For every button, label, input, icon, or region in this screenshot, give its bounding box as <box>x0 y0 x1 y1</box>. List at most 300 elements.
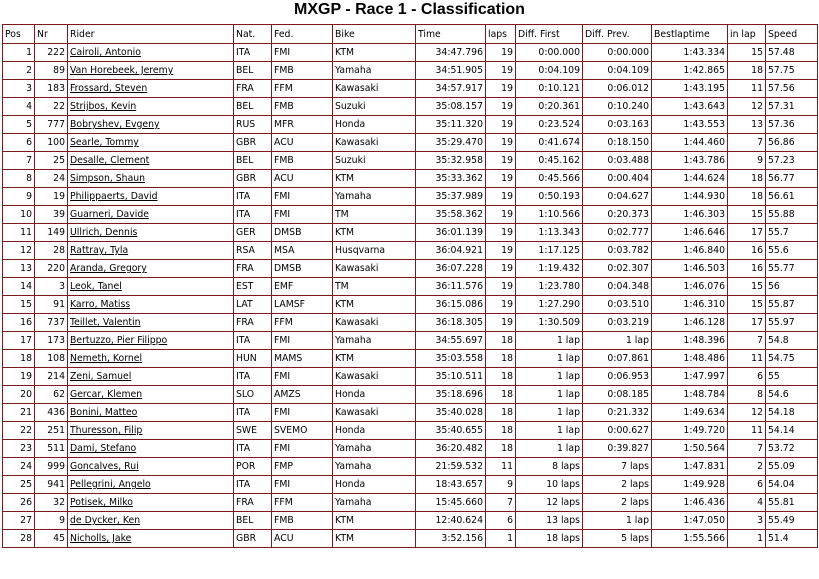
federation-cell: FMI <box>272 440 333 458</box>
federation-cell: FMI <box>272 332 333 350</box>
in-lap-cell: 4 <box>728 494 766 512</box>
laps-cell: 19 <box>486 80 516 98</box>
results-body <box>3 44 818 548</box>
diff-prev-cell: 0:04.109 <box>583 62 652 80</box>
federation-cell: FMI <box>272 44 333 62</box>
table-row <box>3 134 818 152</box>
bestlaptime-cell: 1:43.643 <box>652 98 728 116</box>
laps-cell: 19 <box>486 134 516 152</box>
bike-cell: Suzuki <box>333 98 416 116</box>
pos-cell: 24 <box>3 458 35 476</box>
bestlaptime-cell: 1:48.486 <box>652 350 728 368</box>
rider-link[interactable]: Cairoli, Antonio <box>68 44 234 62</box>
federation-cell: DMSB <box>272 224 333 242</box>
bike-cell: Yamaha <box>333 440 416 458</box>
time-cell: 34:55.697 <box>416 332 486 350</box>
pos-cell: 26 <box>3 494 35 512</box>
diff-prev-cell: 0:00.404 <box>583 170 652 188</box>
time-cell: 15:45.660 <box>416 494 486 512</box>
number-cell: 19 <box>35 188 68 206</box>
in-lap-cell: 12 <box>728 98 766 116</box>
federation-cell: ACU <box>272 170 333 188</box>
bestlaptime-cell: 1:47.997 <box>652 368 728 386</box>
time-cell: 36:11.576 <box>416 278 486 296</box>
col-header-nat: Nat. <box>234 25 272 44</box>
diff-prev-cell: 0:03.510 <box>583 296 652 314</box>
bike-cell: Kawasaki <box>333 368 416 386</box>
pos-cell: 22 <box>3 422 35 440</box>
laps-cell: 7 <box>486 494 516 512</box>
federation-cell: AMZS <box>272 386 333 404</box>
diff-prev-cell: 0:04.348 <box>583 278 652 296</box>
time-cell: 36:07.228 <box>416 260 486 278</box>
bike-cell: Kawasaki <box>333 134 416 152</box>
federation-cell: MSA <box>272 242 333 260</box>
federation-cell: FMI <box>272 476 333 494</box>
speed-cell: 57.56 <box>766 80 818 98</box>
rider-link[interactable]: Gercar, Klemen <box>68 386 234 404</box>
diff-first-cell: 0:45.566 <box>516 170 583 188</box>
rider-link[interactable]: Ullrich, Dennis <box>68 224 234 242</box>
time-cell: 21:59.532 <box>416 458 486 476</box>
bestlaptime-cell: 1:48.396 <box>652 332 728 350</box>
speed-cell: 55.09 <box>766 458 818 476</box>
table-row <box>3 170 818 188</box>
table-row <box>3 260 818 278</box>
in-lap-cell: 15 <box>728 296 766 314</box>
pos-cell: 15 <box>3 296 35 314</box>
pos-cell: 12 <box>3 242 35 260</box>
bestlaptime-cell: 1:46.646 <box>652 224 728 242</box>
laps-cell: 6 <box>486 512 516 530</box>
rider-link[interactable]: Desalle, Clement <box>68 152 234 170</box>
rider-link[interactable]: Frossard, Steven <box>68 80 234 98</box>
rider-link[interactable]: Karro, Matiss <box>68 296 234 314</box>
table-row <box>3 332 818 350</box>
in-lap-cell: 15 <box>728 44 766 62</box>
federation-cell: FMB <box>272 62 333 80</box>
laps-cell: 19 <box>486 62 516 80</box>
pos-cell: 5 <box>3 116 35 134</box>
diff-first-cell: 1 lap <box>516 422 583 440</box>
bestlaptime-cell: 1:43.195 <box>652 80 728 98</box>
nation-cell: ITA <box>234 440 272 458</box>
number-cell: 45 <box>35 530 68 548</box>
number-cell: 108 <box>35 350 68 368</box>
bestlaptime-cell: 1:49.720 <box>652 422 728 440</box>
number-cell: 251 <box>35 422 68 440</box>
diff-prev-cell: 2 laps <box>583 476 652 494</box>
in-lap-cell: 8 <box>728 386 766 404</box>
federation-cell: FMB <box>272 98 333 116</box>
laps-cell: 19 <box>486 188 516 206</box>
number-cell: 214 <box>35 368 68 386</box>
laps-cell: 19 <box>486 314 516 332</box>
table-row <box>3 206 818 224</box>
federation-cell: ACU <box>272 530 333 548</box>
in-lap-cell: 9 <box>728 152 766 170</box>
diff-first-cell: 18 laps <box>516 530 583 548</box>
table-row <box>3 494 818 512</box>
number-cell: 9 <box>35 512 68 530</box>
federation-cell: FMI <box>272 404 333 422</box>
speed-cell: 56.77 <box>766 170 818 188</box>
time-cell: 36:01.139 <box>416 224 486 242</box>
table-row <box>3 188 818 206</box>
federation-cell: FMI <box>272 206 333 224</box>
nation-cell: GBR <box>234 170 272 188</box>
diff-prev-cell: 1 lap <box>583 332 652 350</box>
number-cell: 100 <box>35 134 68 152</box>
col-header-diff-prev: Diff. Prev. <box>583 25 652 44</box>
rider-link[interactable]: Potisek, Milko <box>68 494 234 512</box>
in-lap-cell: 18 <box>728 62 766 80</box>
bestlaptime-cell: 1:46.840 <box>652 242 728 260</box>
col-header-laps: laps <box>486 25 516 44</box>
diff-first-cell: 1 lap <box>516 386 583 404</box>
pos-cell: 11 <box>3 224 35 242</box>
number-cell: 183 <box>35 80 68 98</box>
nation-cell: ITA <box>234 44 272 62</box>
speed-cell: 55.88 <box>766 206 818 224</box>
federation-cell: FFM <box>272 494 333 512</box>
bike-cell: KTM <box>333 530 416 548</box>
rider-link[interactable]: Pellegrini, Angelo <box>68 476 234 494</box>
number-cell: 39 <box>35 206 68 224</box>
pos-cell: 7 <box>3 152 35 170</box>
table-row <box>3 152 818 170</box>
nation-cell: ITA <box>234 188 272 206</box>
nation-cell: GBR <box>234 134 272 152</box>
col-header-nr: Nr <box>35 25 68 44</box>
speed-cell: 55.97 <box>766 314 818 332</box>
pos-cell: 20 <box>3 386 35 404</box>
diff-first-cell: 0:04.109 <box>516 62 583 80</box>
rider-link[interactable]: Nemeth, Kornel <box>68 350 234 368</box>
pos-cell: 2 <box>3 62 35 80</box>
bike-cell: Honda <box>333 476 416 494</box>
laps-cell: 18 <box>486 350 516 368</box>
nation-cell: FRA <box>234 314 272 332</box>
diff-first-cell: 0:20.361 <box>516 98 583 116</box>
diff-first-cell: 1:17.125 <box>516 242 583 260</box>
in-lap-cell: 15 <box>728 278 766 296</box>
diff-first-cell: 0:45.162 <box>516 152 583 170</box>
number-cell: 941 <box>35 476 68 494</box>
diff-prev-cell: 0:06.953 <box>583 368 652 386</box>
bestlaptime-cell: 1:47.050 <box>652 512 728 530</box>
rider-link[interactable]: Strijbos, Kevin <box>68 98 234 116</box>
diff-prev-cell: 0:08.185 <box>583 386 652 404</box>
bestlaptime-cell: 1:49.634 <box>652 404 728 422</box>
diff-prev-cell: 0:00.000 <box>583 44 652 62</box>
nation-cell: BEL <box>234 62 272 80</box>
in-lap-cell: 18 <box>728 170 766 188</box>
diff-first-cell: 0:50.193 <box>516 188 583 206</box>
federation-cell: LAMSF <box>272 296 333 314</box>
in-lap-cell: 11 <box>728 422 766 440</box>
number-cell: 436 <box>35 404 68 422</box>
nation-cell: SLO <box>234 386 272 404</box>
in-lap-cell: 1 <box>728 530 766 548</box>
bestlaptime-cell: 1:44.624 <box>652 170 728 188</box>
bike-cell: KTM <box>333 170 416 188</box>
bestlaptime-cell: 1:44.460 <box>652 134 728 152</box>
bike-cell: Suzuki <box>333 152 416 170</box>
nation-cell: FRA <box>234 260 272 278</box>
federation-cell: FMP <box>272 458 333 476</box>
bike-cell: Yamaha <box>333 332 416 350</box>
diff-prev-cell: 0:03.782 <box>583 242 652 260</box>
rider-link[interactable]: Goncalves, Rui <box>68 458 234 476</box>
bike-cell: Yamaha <box>333 188 416 206</box>
diff-first-cell: 1:23.780 <box>516 278 583 296</box>
federation-cell: MAMS <box>272 350 333 368</box>
number-cell: 999 <box>35 458 68 476</box>
in-lap-cell: 3 <box>728 512 766 530</box>
col-header-bike: Bike <box>333 25 416 44</box>
rider-link[interactable]: Dami, Stefano <box>68 440 234 458</box>
federation-cell: FMI <box>272 368 333 386</box>
nation-cell: HUN <box>234 350 272 368</box>
nation-cell: ITA <box>234 368 272 386</box>
col-header-diff-first: Diff. First <box>516 25 583 44</box>
table-row <box>3 350 818 368</box>
speed-cell: 54.04 <box>766 476 818 494</box>
speed-cell: 55.6 <box>766 242 818 260</box>
speed-cell: 53.72 <box>766 440 818 458</box>
speed-cell: 56.61 <box>766 188 818 206</box>
bike-cell: Yamaha <box>333 458 416 476</box>
speed-cell: 54.6 <box>766 386 818 404</box>
number-cell: 89 <box>35 62 68 80</box>
speed-cell: 55.7 <box>766 224 818 242</box>
diff-first-cell: 12 laps <box>516 494 583 512</box>
nation-cell: LAT <box>234 296 272 314</box>
speed-cell: 55.77 <box>766 260 818 278</box>
rider-link[interactable]: Thuresson, Filip <box>68 422 234 440</box>
laps-cell: 19 <box>486 260 516 278</box>
diff-first-cell: 0:10.121 <box>516 80 583 98</box>
time-cell: 18:43.657 <box>416 476 486 494</box>
table-row <box>3 278 818 296</box>
laps-cell: 1 <box>486 530 516 548</box>
federation-cell: MFR <box>272 116 333 134</box>
rider-link[interactable]: Van Horebeek, Jeremy <box>68 62 234 80</box>
laps-cell: 19 <box>486 278 516 296</box>
rider-link[interactable]: Bobryshev, Evgeny <box>68 116 234 134</box>
nation-cell: BEL <box>234 152 272 170</box>
bestlaptime-cell: 1:46.128 <box>652 314 728 332</box>
number-cell: 32 <box>35 494 68 512</box>
rider-link[interactable]: Bertuzzo, Pier Filippo <box>68 332 234 350</box>
bestlaptime-cell: 1:43.786 <box>652 152 728 170</box>
page-title: MXGP - Race 1 - Classification <box>294 1 525 18</box>
laps-cell: 19 <box>486 44 516 62</box>
speed-cell: 57.75 <box>766 62 818 80</box>
rider-link[interactable]: Searle, Tommy <box>68 134 234 152</box>
bestlaptime-cell: 1:43.334 <box>652 44 728 62</box>
col-header-pos: Pos <box>3 25 35 44</box>
col-header-in-lap: in lap <box>728 25 766 44</box>
bestlaptime-cell: 1:49.928 <box>652 476 728 494</box>
in-lap-cell: 17 <box>728 314 766 332</box>
in-lap-cell: 15 <box>728 206 766 224</box>
speed-cell: 57.48 <box>766 44 818 62</box>
number-cell: 24 <box>35 170 68 188</box>
pos-cell: 16 <box>3 314 35 332</box>
pos-cell: 28 <box>3 530 35 548</box>
bike-cell: KTM <box>333 512 416 530</box>
laps-cell: 18 <box>486 440 516 458</box>
diff-prev-cell: 2 laps <box>583 494 652 512</box>
laps-cell: 18 <box>486 404 516 422</box>
nation-cell: POR <box>234 458 272 476</box>
in-lap-cell: 13 <box>728 116 766 134</box>
laps-cell: 9 <box>486 476 516 494</box>
diff-first-cell: 8 laps <box>516 458 583 476</box>
number-cell: 737 <box>35 314 68 332</box>
time-cell: 36:18.305 <box>416 314 486 332</box>
time-cell: 35:11.320 <box>416 116 486 134</box>
col-header-speed: Speed <box>766 25 818 44</box>
federation-cell: FMB <box>272 152 333 170</box>
diff-prev-cell: 0:06.012 <box>583 80 652 98</box>
pos-cell: 23 <box>3 440 35 458</box>
time-cell: 36:20.482 <box>416 440 486 458</box>
speed-cell: 56 <box>766 278 818 296</box>
time-cell: 35:40.655 <box>416 422 486 440</box>
speed-cell: 57.36 <box>766 116 818 134</box>
time-cell: 12:40.624 <box>416 512 486 530</box>
in-lap-cell: 7 <box>728 332 766 350</box>
diff-prev-cell: 0:04.627 <box>583 188 652 206</box>
time-cell: 36:04.921 <box>416 242 486 260</box>
speed-cell: 55 <box>766 368 818 386</box>
in-lap-cell: 12 <box>728 404 766 422</box>
rider-link[interactable]: Rattray, Tyla <box>68 242 234 260</box>
diff-first-cell: 10 laps <box>516 476 583 494</box>
bestlaptime-cell: 1:48.784 <box>652 386 728 404</box>
number-cell: 511 <box>35 440 68 458</box>
speed-cell: 57.31 <box>766 98 818 116</box>
speed-cell: 54.18 <box>766 404 818 422</box>
speed-cell: 54.8 <box>766 332 818 350</box>
table-row <box>3 224 818 242</box>
bike-cell: TM <box>333 278 416 296</box>
rider-link[interactable]: de Dycker, Ken <box>68 512 234 530</box>
bestlaptime-cell: 1:46.076 <box>652 278 728 296</box>
diff-first-cell: 1:13.343 <box>516 224 583 242</box>
diff-first-cell: 1 lap <box>516 350 583 368</box>
laps-cell: 11 <box>486 458 516 476</box>
diff-prev-cell: 0:21.332 <box>583 404 652 422</box>
diff-prev-cell: 1 lap <box>583 512 652 530</box>
time-cell: 34:51.905 <box>416 62 486 80</box>
time-cell: 34:57.917 <box>416 80 486 98</box>
rider-link[interactable]: Simpson, Shaun <box>68 170 234 188</box>
table-row <box>3 386 818 404</box>
number-cell: 22 <box>35 98 68 116</box>
speed-cell: 55.81 <box>766 494 818 512</box>
bike-cell: KTM <box>333 350 416 368</box>
rider-link[interactable]: Nicholls, Jake <box>68 530 234 548</box>
speed-cell: 54.75 <box>766 350 818 368</box>
bike-cell: Kawasaki <box>333 314 416 332</box>
federation-cell: EMF <box>272 278 333 296</box>
diff-first-cell: 13 laps <box>516 512 583 530</box>
rider-link[interactable]: Guarneri, Davide <box>68 206 234 224</box>
rider-link[interactable]: Philippaerts, David <box>68 188 234 206</box>
number-cell: 222 <box>35 44 68 62</box>
table-row <box>3 62 818 80</box>
table-row <box>3 422 818 440</box>
rider-link[interactable]: Aranda, Gregory <box>68 260 234 278</box>
time-cell: 35:33.362 <box>416 170 486 188</box>
diff-prev-cell: 0:00.627 <box>583 422 652 440</box>
laps-cell: 19 <box>486 98 516 116</box>
federation-cell: FMB <box>272 512 333 530</box>
bestlaptime-cell: 1:42.865 <box>652 62 728 80</box>
header-row <box>3 25 818 44</box>
nation-cell: FRA <box>234 494 272 512</box>
laps-cell: 19 <box>486 170 516 188</box>
diff-first-cell: 0:41.674 <box>516 134 583 152</box>
col-header-time: Time <box>416 25 486 44</box>
pos-cell: 1 <box>3 44 35 62</box>
nation-cell: GBR <box>234 530 272 548</box>
rider-link[interactable]: Teillet, Valentin <box>68 314 234 332</box>
bestlaptime-cell: 1:44.930 <box>652 188 728 206</box>
table-row <box>3 80 818 98</box>
diff-first-cell: 1:30.509 <box>516 314 583 332</box>
time-cell: 35:08.157 <box>416 98 486 116</box>
time-cell: 35:18.696 <box>416 386 486 404</box>
diff-prev-cell: 0:03.163 <box>583 116 652 134</box>
rider-link[interactable]: Leok, Tanel <box>68 278 234 296</box>
pos-cell: 6 <box>3 134 35 152</box>
time-cell: 35:40.028 <box>416 404 486 422</box>
number-cell: 62 <box>35 386 68 404</box>
nation-cell: BEL <box>234 98 272 116</box>
rider-link[interactable]: Zeni, Samuel <box>68 368 234 386</box>
in-lap-cell: 7 <box>728 440 766 458</box>
time-cell: 35:37.989 <box>416 188 486 206</box>
diff-prev-cell: 0:03.488 <box>583 152 652 170</box>
diff-first-cell: 1:19.432 <box>516 260 583 278</box>
bike-cell: Honda <box>333 116 416 134</box>
diff-prev-cell: 0:02.777 <box>583 224 652 242</box>
bike-cell: Yamaha <box>333 494 416 512</box>
federation-cell: DMSB <box>272 260 333 278</box>
bestlaptime-cell: 1:43.553 <box>652 116 728 134</box>
diff-first-cell: 1 lap <box>516 404 583 422</box>
time-cell: 35:58.362 <box>416 206 486 224</box>
bike-cell: Honda <box>333 422 416 440</box>
table-row <box>3 98 818 116</box>
bike-cell: Kawasaki <box>333 260 416 278</box>
rider-link[interactable]: Bonini, Matteo <box>68 404 234 422</box>
speed-cell: 55.87 <box>766 296 818 314</box>
diff-prev-cell: 0:07.861 <box>583 350 652 368</box>
nation-cell: GER <box>234 224 272 242</box>
table-row <box>3 116 818 134</box>
diff-prev-cell: 0:20.373 <box>583 206 652 224</box>
in-lap-cell: 6 <box>728 368 766 386</box>
table-row <box>3 512 818 530</box>
nation-cell: BEL <box>234 512 272 530</box>
bike-cell: Husqvarna <box>333 242 416 260</box>
